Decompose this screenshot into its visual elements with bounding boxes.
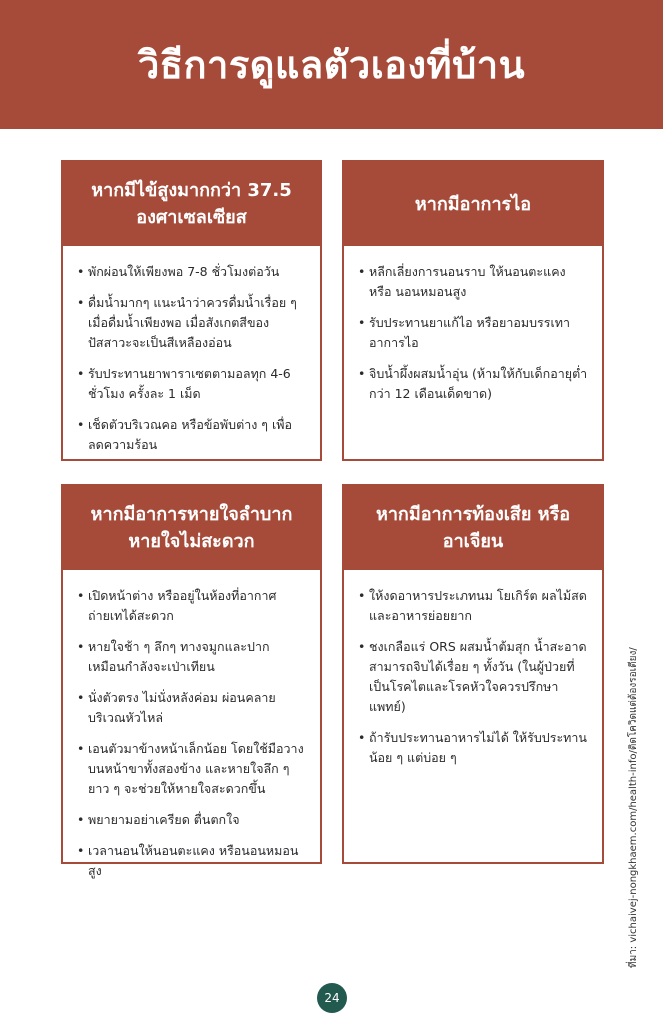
- list-item: • เอนตัวมาข้างหน้าเล็กน้อย โดยใช้มือวางบนหน้าขาทั้งสองข้าง และหายใจลึก ๆ ยาว ๆ จะช่วยให้หายใจสะดวกขึ้น: [77, 739, 306, 799]
- card-title: [63, 162, 320, 246]
- list-item: • ดื่มน้ำมากๆ แนะนำว่าควรดื่มน้ำเรื่อย ๆ เมื่อดื่มน้ำเพียงพอ เมื่อสังเกตสีของปัสสาวะจะเป็นสีเหลืองอ่อน: [77, 293, 306, 353]
- list-item: • จิบน้ำผึ้งผสมน้ำอุ่น (ห้ามให้กับเด็กอายุต่ำกว่า 12 เดือนเด็ดขาด): [358, 364, 588, 404]
- card-cough: [342, 160, 604, 461]
- card-title-line: หากมีอาการไอ: [414, 193, 532, 215]
- card-list: [63, 246, 320, 455]
- page-header: [0, 0, 663, 129]
- list-item: • ถ้ารับประทานอาหารไม่ได้ ให้รับประทานน้อย ๆ แต่บ่อย ๆ: [358, 728, 588, 768]
- card-title: [63, 486, 320, 570]
- list-item: • พักผ่อนให้เพียงพอ 7-8 ชั่วโมงต่อวัน: [77, 262, 306, 282]
- card-title: [344, 162, 602, 246]
- card-title: [344, 486, 602, 570]
- list-item: • พยายามอย่าเครียด ตื่นตกใจ: [77, 810, 306, 830]
- card-title-line: หากมีอาการหายใจลำบาก: [90, 504, 293, 525]
- card-title-line: องศาเซลเซียส: [136, 207, 247, 228]
- card-diarrhea: [342, 484, 604, 864]
- list-item: • รับประทานยาพาราเซตตามอลทุก 4-6 ชั่วโมง ครั้งละ 1 เม็ด: [77, 364, 306, 404]
- list-item: • รับประทานยาแก้ไอ หรือยาอมบรรเทาอาการไอ: [358, 313, 588, 353]
- list-item: • นั่งตัวตรง ไม่นั่งหลังค่อม ผ่อนคลายบริเวณหัวไหล่: [77, 688, 306, 728]
- card-list: [344, 570, 602, 768]
- card-title-line: หากมีไข้สูงมากกว่า 37.5: [91, 180, 292, 201]
- list-item: • ชงเกลือแร่ ORS ผสมน้ำต้มสุก น้ำสะอาด สามารถจิบได้เรื่อย ๆ ทั้งวัน (ในผู้ป่วยที่เป็นโรคไตและโรคหัวใจควรปรึกษาแพทย์): [358, 637, 588, 717]
- card-title-line: หายใจไม่สะดวก: [128, 531, 255, 552]
- card-fever: [61, 160, 322, 461]
- list-item: • เช็ดตัวบริเวณคอ หรือข้อพับต่าง ๆ เพื่อลดความร้อน: [77, 415, 306, 455]
- list-item: • ให้งดอาหารประเภทนม โยเกิร์ต ผลไม้สด และอาหารย่อยยาก: [358, 586, 588, 626]
- card-title-line: หากมีอาการท้องเสีย หรือ: [375, 504, 571, 525]
- list-item: • เปิดหน้าต่าง หรืออยู่ในห้องที่อากาศถ่ายเทได้สะดวก: [77, 586, 306, 626]
- source-citation: ที่มา: vichaivej-nongkhaem.com/health-info/ติดโควิดแต่ต้องรอเตียง/: [628, 647, 639, 968]
- card-list: [344, 246, 602, 404]
- card-title-line: อาเจียน: [442, 531, 504, 552]
- page-title: วิธีการดูแลตัวเองที่บ้าน: [137, 43, 526, 87]
- list-item: • เวลานอนให้นอนตะแคง หรือนอนหมอนสูง: [77, 841, 306, 881]
- card-list: [63, 570, 320, 881]
- page-number-badge: 24: [317, 983, 347, 1013]
- list-item: • หายใจช้า ๆ ลึกๆ ทางจมูกและปาก เหมือนกำลังจะเป่าเทียน: [77, 637, 306, 677]
- list-item: • หลีกเลี่ยงการนอนราบ ให้นอนตะแคง หรือ นอนหมอนสูง: [358, 262, 588, 302]
- card-breathing: [61, 484, 322, 878]
